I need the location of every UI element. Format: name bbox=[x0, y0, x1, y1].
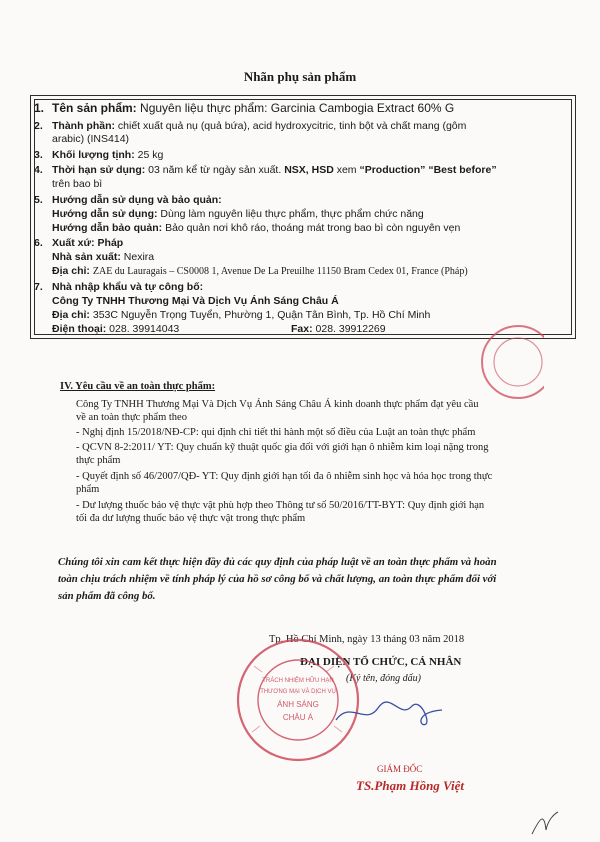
item-number: 2. bbox=[34, 120, 43, 132]
seal-text-line: ÁNH SÁNG bbox=[277, 700, 319, 709]
item-net-weight bbox=[34, 149, 163, 162]
item-label: Thành phần: bbox=[52, 120, 115, 132]
product-name-value: Nguyên liệu thực phẩm: Garcinia Cambogia Extract 60% G bbox=[140, 101, 455, 115]
item-importer bbox=[34, 281, 203, 294]
seal-text-line: TRÁCH NHIỆM HỮU HẠN bbox=[262, 678, 334, 684]
representative-title: ĐẠI DIỆN TỔ CHỨC, CÁ NHÂN bbox=[300, 656, 462, 668]
shelf-life-value: 03 năm kể từ ngày sản xuất. bbox=[148, 164, 282, 176]
usage-value: Dùng làm nguyên liệu thực phẩm, thực phẩm chức năng bbox=[160, 208, 424, 220]
commitment-line: sản phẩm đã công bố. bbox=[58, 590, 156, 602]
item-number: 6. bbox=[34, 237, 43, 249]
date-line: Tp. Hồ Chí Minh, ngày 13 tháng 03 năm 2018 bbox=[269, 634, 465, 645]
seal-text-line: CHÂU Á bbox=[282, 713, 314, 722]
storage-value: Bảo quản nơi khô ráo, thoáng mát trong bao bì còn nguyên vẹn bbox=[165, 222, 461, 234]
production-label: “Production” bbox=[359, 164, 426, 176]
item-number: 7. bbox=[34, 281, 43, 293]
ingredients-value: chiết xuất quả nụ (quả bứa), acid hydroxycitric, tinh bột và chất mang (gôm bbox=[117, 120, 467, 132]
item-label: Tên sản phẩm: bbox=[52, 101, 137, 115]
item-label: Xuất xứ: bbox=[52, 237, 95, 249]
address-label: Địa chỉ: bbox=[52, 265, 90, 277]
importer-fax bbox=[291, 323, 386, 336]
manufacturer bbox=[52, 251, 154, 264]
phone-value: 028. 39914043 bbox=[109, 323, 180, 335]
item-number: 1. bbox=[34, 101, 45, 115]
item-label: Thời hạn sử dụng: bbox=[52, 164, 146, 176]
item-label: Hướng dẫn sử dụng và bảo quản: bbox=[52, 194, 222, 206]
overlap-seal bbox=[468, 322, 544, 402]
page-title: Nhãn phụ sản phẩm bbox=[243, 69, 357, 84]
address-label: Địa chỉ: bbox=[52, 309, 90, 321]
section-line: về an toàn thực phẩm theo bbox=[76, 412, 187, 423]
item-product-name bbox=[34, 102, 454, 115]
section-line: - QCVN 8-2:2011/ YT: Quy chuẩn kỹ thuật quốc gia đối với giới hạn ô nhiễm kim loại nặng trong bbox=[76, 442, 489, 453]
net-weight-value: 25 kg bbox=[137, 149, 164, 161]
seal-text-line: THƯƠNG MẠI VÀ DỊCH VỤ bbox=[260, 689, 336, 695]
signer-position: GIÁM ĐỐC bbox=[377, 764, 423, 774]
signature-scribble bbox=[330, 690, 450, 734]
phone-label: Điện thoại: bbox=[52, 323, 107, 335]
item-shelf-life bbox=[34, 164, 497, 177]
section-heading: IV. Yêu cầu về an toàn thực phẩm: bbox=[60, 381, 216, 392]
item-ingredients bbox=[34, 120, 466, 133]
importer-company: Công Ty TNHH Thương Mại Và Dịch Vụ Ánh Sáng Châu Á bbox=[52, 295, 339, 307]
storage-label: Hướng dẫn bảo quản: bbox=[52, 222, 163, 234]
manufacturer-label: Nhà sản xuất: bbox=[52, 251, 121, 263]
manufacturer-value: Nexira bbox=[123, 251, 155, 263]
usage-instructions bbox=[52, 208, 424, 221]
importer-address bbox=[52, 309, 430, 322]
signer-name: TS.Phạm Hồng Việt bbox=[356, 778, 464, 793]
section-line: - Dư lượng thuốc bảo vệ thực vật phù hợp theo Thông tư số 50/2016/TT-BYT: Quy định giới hạn bbox=[76, 500, 485, 511]
section-line: - Quyết định số 46/2007/QĐ- YT: Quy định giới hạn tối đa ô nhiễm sinh học và hóa học trong thực bbox=[76, 471, 493, 482]
representative-note: (Ký tên, đóng dấu) bbox=[346, 673, 421, 684]
item-origin bbox=[34, 237, 123, 250]
fax-label: Fax: bbox=[291, 323, 313, 335]
item-number: 4. bbox=[34, 164, 43, 176]
address-value: 353C Nguyễn Trọng Tuyển, Phường 1, Quận Tân Bình, Tp. Hồ Chí Minh bbox=[92, 309, 431, 321]
initials-scribble bbox=[528, 808, 562, 838]
usage-label: Hướng dẫn sử dụng: bbox=[52, 208, 158, 220]
section-line: Công Ty TNHH Thương Mại Và Dịch Vụ Ánh Sáng Châu Á kinh doanh thực phẩm đạt yêu cầu bbox=[76, 399, 479, 410]
item-label: Nhà nhập khẩu và tự công bố: bbox=[52, 281, 204, 293]
manufacturer-address bbox=[52, 265, 468, 278]
section-line: phẩm bbox=[76, 484, 100, 495]
commitment-line: toàn chịu trách nhiệm về tính pháp lý của hồ sơ công bố và chất lượng, an toàn thực phẩm đối với bbox=[58, 573, 497, 585]
address-value: ZAE du Lauragais – CS0008 1, Avenue De La Preuilhe 11150 Bram Cedex 01, France (Pháp) bbox=[92, 266, 468, 277]
shelf-life-see: xem bbox=[336, 164, 357, 176]
importer-phone bbox=[52, 323, 179, 336]
item-number: 3. bbox=[34, 149, 43, 161]
storage-instructions bbox=[52, 222, 460, 235]
item-number: 5. bbox=[34, 194, 43, 206]
section-line: tối đa dư lượng thuốc bảo vệ thực vật trong thực phẩm bbox=[76, 513, 306, 524]
section-line: thực phẩm bbox=[76, 455, 121, 466]
section-line: - Nghị định 15/2018/NĐ-CP: qui định chi tiết thi hành một số điều của Luật an toàn thực phẩm bbox=[76, 427, 476, 438]
fax-value: 028. 39912269 bbox=[315, 323, 386, 335]
ingredients-value-cont: arabic) (INS414) bbox=[52, 133, 130, 145]
item-label: Khối lượng tịnh: bbox=[52, 149, 135, 161]
nsx-hsd-label: NSX, HSD bbox=[284, 164, 334, 176]
item-usage-storage bbox=[34, 194, 222, 207]
commitment-line: Chúng tôi xin cam kết thực hiện đầy đủ các quy định của pháp luật về an toàn thực phẩm và hoàn bbox=[58, 556, 497, 568]
origin-value: Pháp bbox=[97, 237, 124, 249]
best-before-label: “Best before” bbox=[428, 164, 497, 176]
shelf-life-cont: trên bao bì bbox=[52, 178, 103, 190]
